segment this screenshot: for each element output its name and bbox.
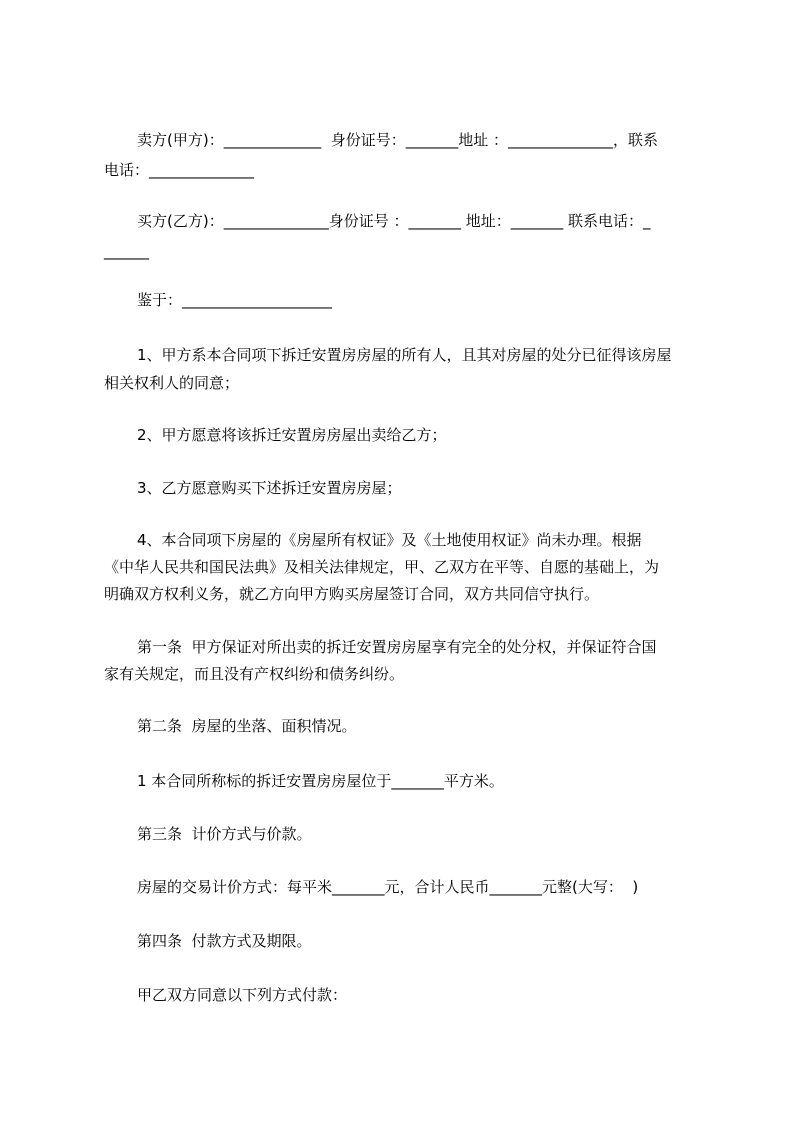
clause-2-line: 2、甲方愿意将该拆迁安置房房屋出卖给乙方； — [137, 426, 447, 444]
clause-4-line-2: 《中华人民共和国民法典》及相关法律规定，甲、乙双方在平等、自愿的基础上，为 — [104, 558, 660, 576]
article-4-heading: 第四条 付款方式及期限。 — [137, 932, 312, 950]
article-1-line-2: 家有关规定，而且没有产权纠纷和债务纠纷。 — [104, 665, 405, 683]
clause-1-line-1: 1、甲方系本合同项下拆迁安置房房屋的所有人，且其对房屋的处分已征得该房屋 — [137, 346, 672, 364]
pricing-method-line: 房屋的交易计价方式：每平米_______元，合计人民币_______元整(大写： ) — [137, 878, 639, 896]
payment-agreement-line: 甲乙双方同意以下列方式付款： — [137, 986, 348, 1004]
article-2-heading: 第二条 房屋的坐落、面积情况。 — [137, 717, 357, 735]
seller-info-line: 卖方(甲方)：_____________ 身份证号：_______地址 ：______________，联系 — [137, 131, 659, 149]
article-1-line-1: 第一条 甲方保证对所出卖的拆迁安置房房屋享有完全的处分权，并保证符合国 — [137, 638, 657, 656]
article-2-item-1: 1 本合同所称标的拆迁安置房房屋位于_______平方米。 — [137, 772, 504, 790]
clause-4-line-3: 明确双方权利义务，就乙方向甲方购买房屋签订合同，双方共同信守执行。 — [104, 585, 600, 603]
article-3-heading: 第三条 计价方式与价款。 — [137, 825, 312, 843]
clause-4-line-1: 4、本合同项下房屋的《房屋所有权证》及《土地使用权证》尚未办理。根据 — [137, 531, 642, 549]
buyer-info-line: 买方(乙方)：______________身份证号 ：_______ 地址：_______ 联系电话：_ — [137, 212, 651, 230]
whereas-line: 鉴于：____________________ — [137, 291, 333, 309]
buyer-phone-line: ______ — [104, 242, 149, 260]
seller-phone-line: 电话：______________ — [104, 161, 255, 179]
clause-3-line: 3、乙方愿意购买下述拆迁安置房房屋； — [137, 479, 402, 497]
clause-1-line-2: 相关权利人的同意； — [104, 374, 240, 392]
